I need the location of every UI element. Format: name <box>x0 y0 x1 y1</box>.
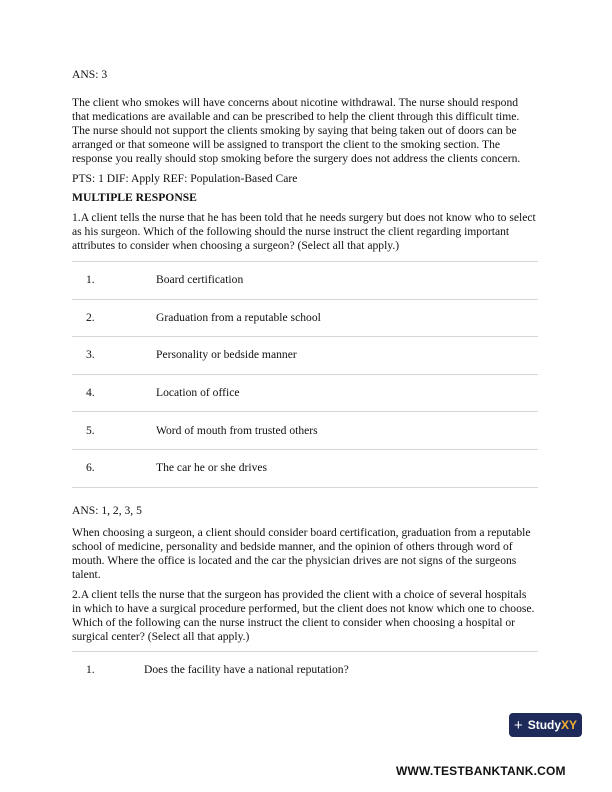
document-body <box>72 68 538 688</box>
question-2-options <box>72 651 538 688</box>
option-number: 6. <box>86 461 95 475</box>
option-text: The car he or she drives <box>156 461 268 475</box>
rationale-2: When choosing a surgeon, a client should consider board certification, graduation from a reputable school of medicine, personality and bedside manner, and the opinion of others through word of mouth. Where the office is located and the car the physician drives are not signs of the surgeons talent. <box>72 525 531 581</box>
option-row <box>72 262 538 300</box>
answer-2: ANS: 1, 2, 3, 5 <box>72 503 142 517</box>
question-1-options <box>72 261 538 488</box>
section-heading: MULTIPLE RESPONSE <box>72 191 197 204</box>
option-number: 1. <box>86 273 95 287</box>
option-row <box>72 450 538 488</box>
question-2-stem: 2.A client tells the nurse that the surgeon has provided the client with a choice of several hospitals in which to have a surgical procedure performed, but the client does not know which one to choose. Which of the following can the nurse instruct the client to consider when choosing a hospital or surgical center? (Select all that apply.) <box>72 587 535 643</box>
option-number: 4. <box>86 386 95 400</box>
option-row <box>72 337 538 375</box>
option-text: Does the facility have a national reputation? <box>144 662 349 676</box>
option-text: Graduation from a reputable school <box>156 310 321 324</box>
answer-1: ANS: 3 <box>72 68 108 81</box>
option-text: Location of office <box>156 386 240 400</box>
plus-icon: + <box>513 716 523 734</box>
option-text: Board certification <box>156 273 244 287</box>
studyxy-badge[interactable] <box>509 713 582 737</box>
option-row <box>72 652 538 688</box>
option-number: 2. <box>86 310 95 324</box>
badge-prefix: Study <box>527 718 562 732</box>
option-text: Personality or bedside manner <box>156 348 297 362</box>
option-row <box>72 375 538 413</box>
option-text: Word of mouth from trusted others <box>156 423 318 437</box>
option-row <box>72 300 538 338</box>
pts-line: PTS: 1 DIF: Apply REF: Population-Based Care <box>72 172 298 185</box>
footer-site-url: WWW.TESTBANKTANK.COM <box>396 764 566 778</box>
option-row <box>72 412 538 450</box>
option-number: 3. <box>86 348 95 362</box>
question-1-stem: 1.A client tells the nurse that he has been told that he needs surgery but does not know who to select as his surgeon. Which of the following should the nurse instruct the client regarding important attributes to consider when choosing a surgeon? (Select all that apply.) <box>72 211 536 252</box>
rationale-1: The client who smokes will have concerns about nicotine withdrawal. The nurse should respond that medications are available and can be prescribed to help the client through this difficult time. The nurse should not support the clients smoking by saying that being taken out of doors can be arranged or that someone will be assigned to transport the client to the smoking section. The response you really should stop smoking before the surgery does not address the clients concern. <box>72 96 521 165</box>
option-number: 5. <box>86 423 95 437</box>
badge-suffix: XY <box>561 718 578 732</box>
option-number: 1. <box>86 662 95 676</box>
